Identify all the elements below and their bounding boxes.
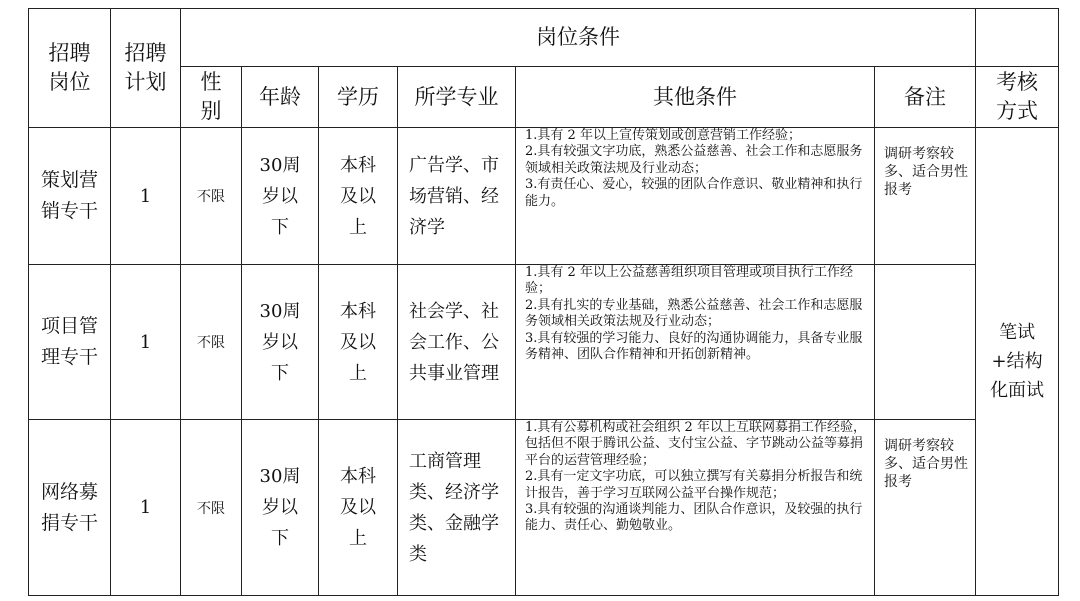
header-age: 年龄 [242,67,319,128]
major-cell: 广告学、市场营销、经济学 [398,128,516,265]
major-cell: 社会学、社会工作、公共事业管理 [398,265,516,420]
header-education: 学历 [319,67,398,128]
plan-cell: 1 [111,420,181,596]
header-major: 所学专业 [398,67,516,128]
gender-cell: 不限 [181,420,242,596]
age-cell: 30周岁以下 [242,128,319,265]
post-cell: 项目管理专干 [29,265,111,420]
condition-line: 1.具有公募机构或社会组织 2 年以上互联网募捐工作经验，包括但不限于腾讯公益、支付宝公益、字节跳动公益等募捐平台的运营管理经验； [525,420,866,468]
header-plan: 招聘计划 [111,9,181,128]
other-conditions-cell [516,420,875,596]
major-cell: 工商管理类、经济学类、金融学类 [398,420,516,596]
header-remark: 备注 [875,67,976,128]
table-row [29,420,1059,596]
post-cell: 策划营销专干 [29,128,111,265]
other-conditions-cell [516,128,875,265]
condition-line: 3.具有较强的学习能力、良好的沟通协调能力，具备专业服务精神、团队合作精神和开拓创新精神。 [525,330,863,363]
condition-line: 2.具有扎实的专业基础，熟悉公益慈善、社会工作和志愿服务领域相关政策法规及行业动态； [525,297,863,330]
remark-cell [875,265,976,420]
age-cell: 30周岁以下 [242,420,319,596]
other-conditions-cell [516,265,875,420]
gender-cell: 不限 [181,128,242,265]
header-conditions: 岗位条件 [181,9,976,67]
education-cell: 本科及以上 [319,265,398,420]
plan-cell: 1 [111,265,181,420]
condition-line: 2.具有较强文字功底，熟悉公益慈善、社会工作和志愿服务领域相关政策法规及行业动态； [525,144,863,176]
recruitment-table [28,8,1059,596]
exam-method-cell: 笔试+结构化面试 [976,128,1059,596]
remark-cell: 调研考察较多、适合男性报考 [875,420,976,596]
condition-line: 3.具有较强的沟通谈判能力、团队合作意识，及较强的执行能力、责任心、勤勉敬业。 [525,502,863,534]
header-other: 其他条件 [516,67,875,128]
remark-cell: 调研考察较多、适合男性报考 [875,128,976,265]
condition-line: 1.具有 2 年以上公益慈善组织项目管理或项目执行工作经验； [525,265,853,297]
gender-cell: 不限 [181,265,242,420]
table-row [29,128,1059,265]
header-blank [976,9,1059,67]
condition-line: 1.具有 2 年以上宣传策划或创意营销工作经验； [525,128,801,143]
header-exam: 考核方式 [976,67,1059,128]
age-cell: 30周岁以下 [242,265,319,420]
condition-line: 2.具有一定文字功底，可以独立撰写有关募捐分析报告和统计报告，善于学习互联网公益平台操作规范； [525,469,863,501]
education-cell: 本科及以上 [319,420,398,596]
condition-line: 3.有责任心、爱心，较强的团队合作意识、敬业精神和执行能力。 [525,177,863,209]
header-post: 招聘岗位 [29,9,111,128]
header-gender: 性别 [181,67,242,128]
post-cell: 网络募捐专干 [29,420,111,596]
education-cell: 本科及以上 [319,128,398,265]
table-row [29,265,1059,420]
plan-cell: 1 [111,128,181,265]
